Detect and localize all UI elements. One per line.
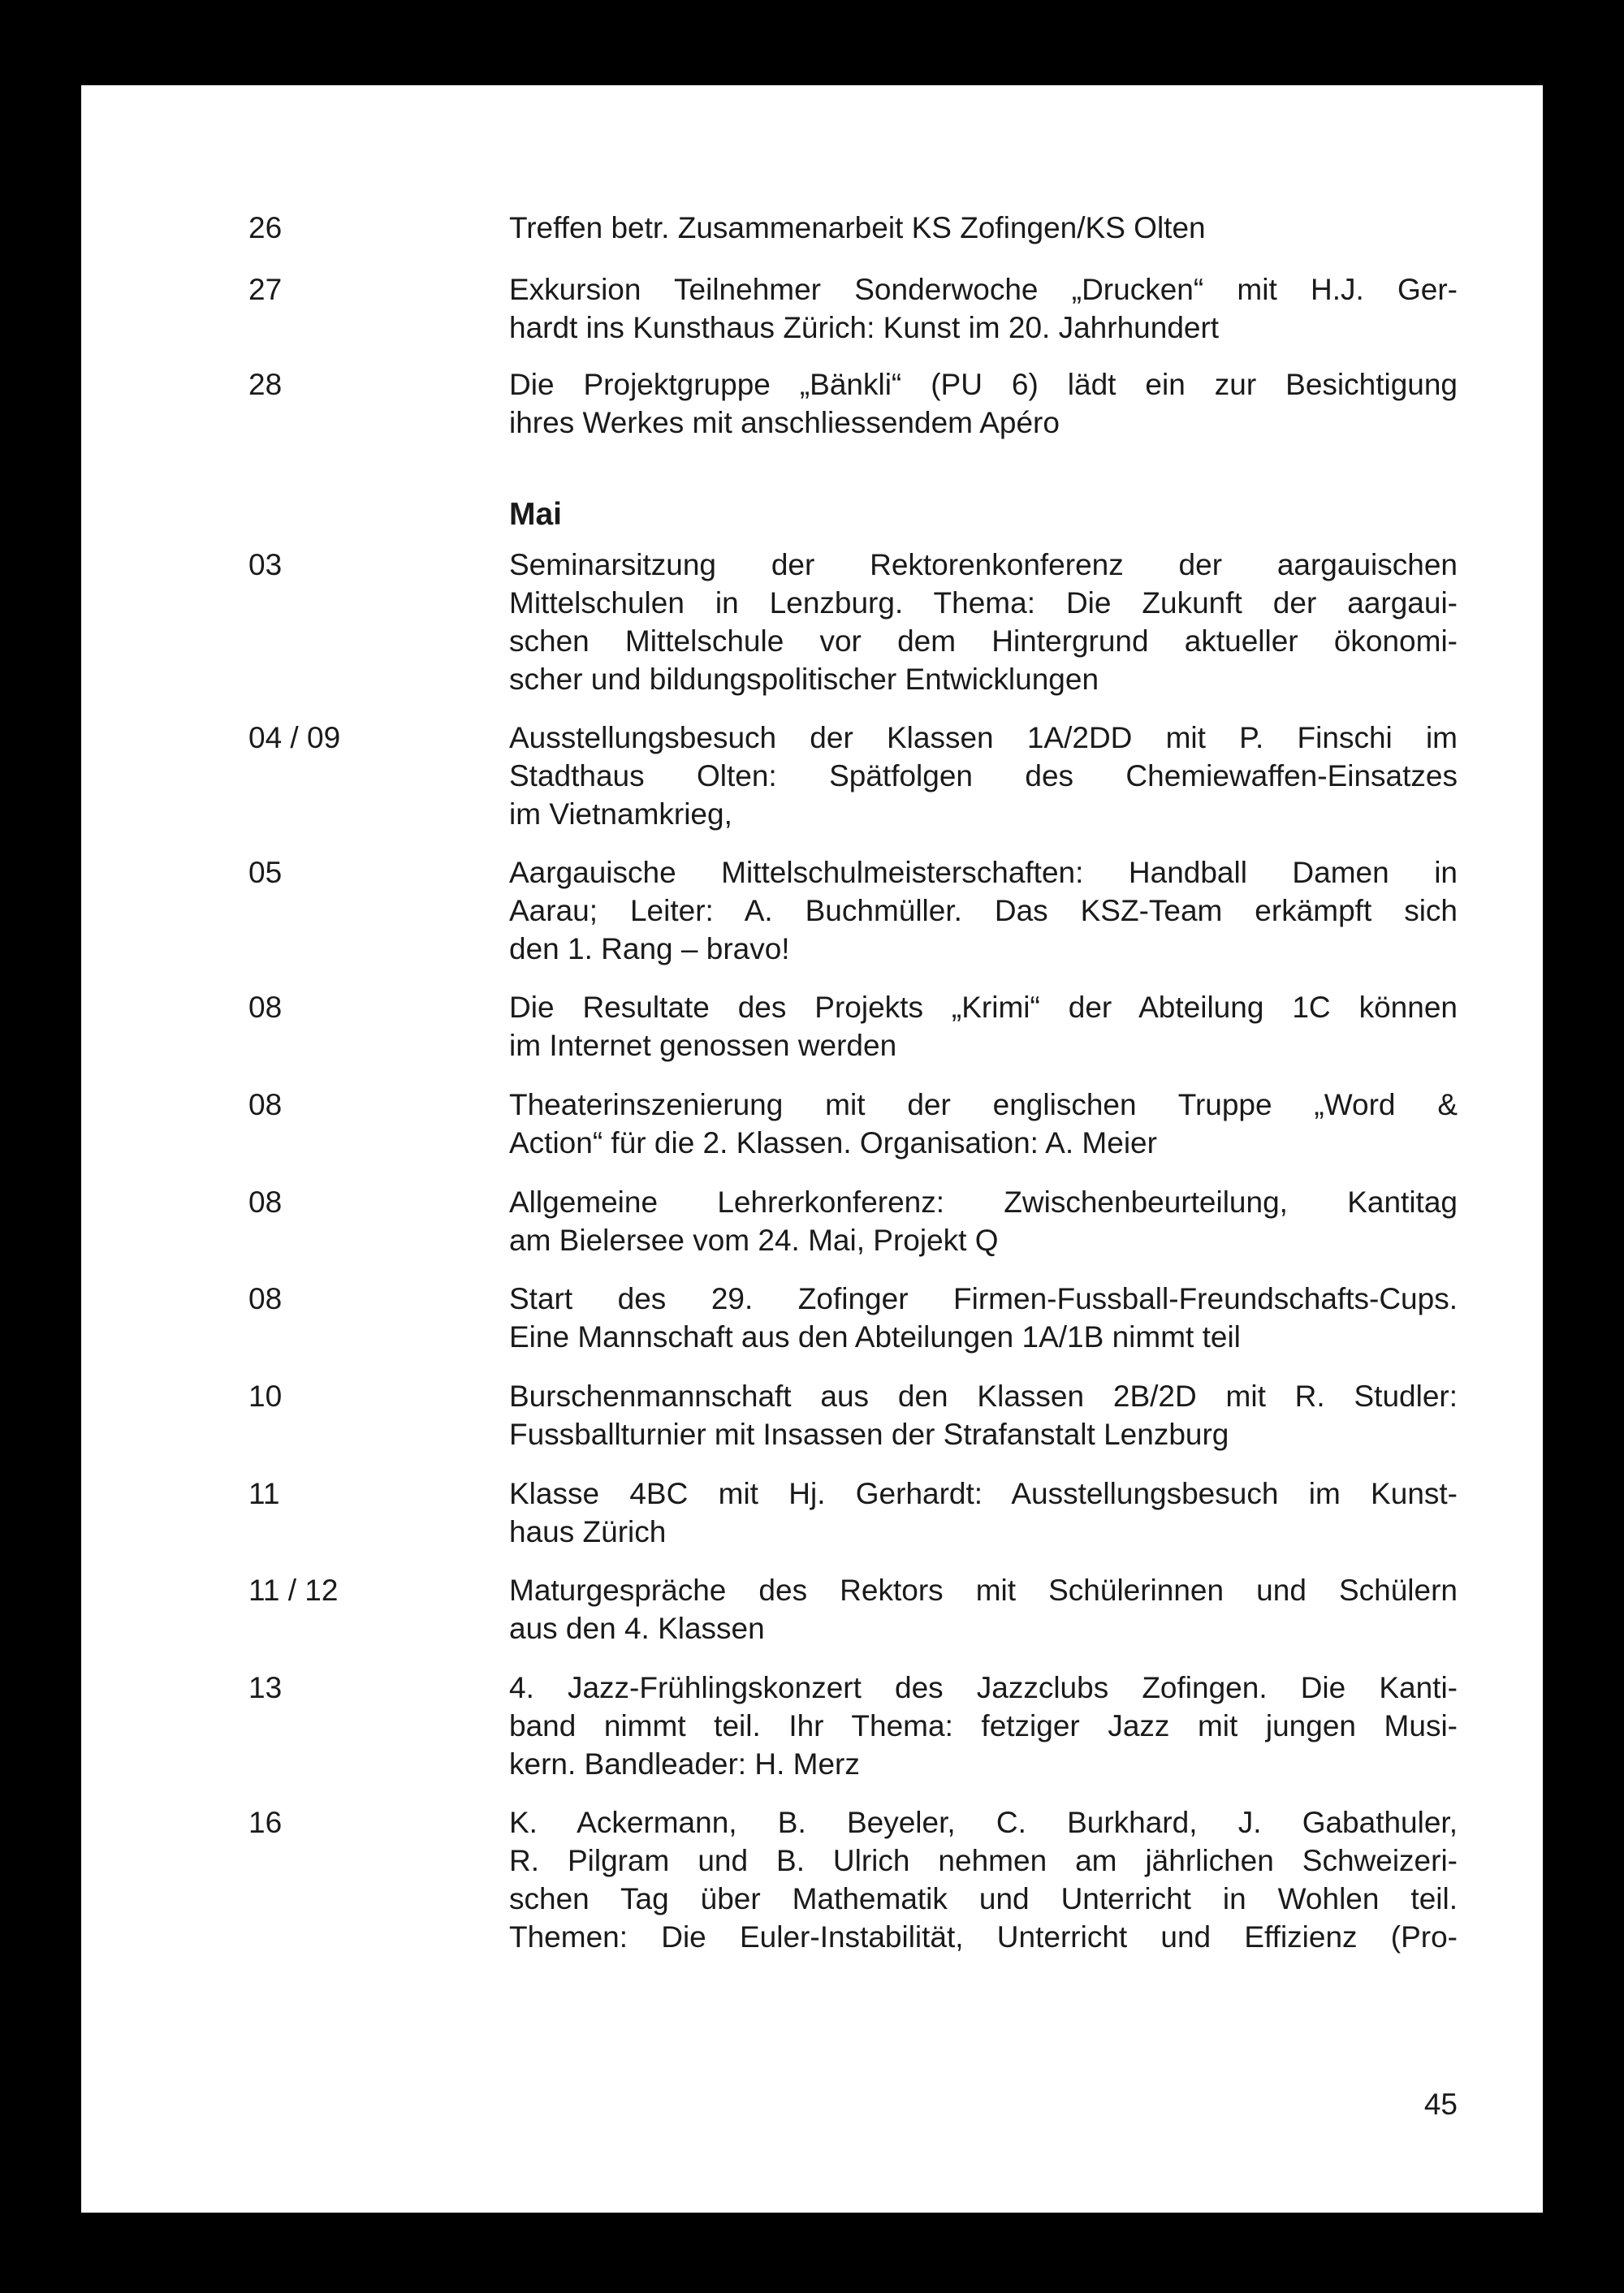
entry-text <box>509 719 1458 833</box>
entry-text <box>509 1475 1458 1551</box>
entry-line: Eine Mannschaft aus den Abteilungen 1A/1B nimmt teil <box>509 1320 1241 1354</box>
entry-date: 26 <box>248 211 283 244</box>
entry-date: 04 / 09 <box>248 721 341 754</box>
entry-text <box>509 1669 1458 1783</box>
entry-text <box>509 1183 1458 1259</box>
entry-line: ihres Werkes mit anschliessendem Apéro <box>509 406 1060 439</box>
entry-text <box>509 1086 1458 1162</box>
entry-text <box>509 270 1458 347</box>
entry-line: im Vietnamkrieg, <box>509 797 732 831</box>
entry-line: hardt ins Kunsthaus Zürich: Kunst im 20. Jahrhundert <box>509 311 1220 344</box>
entry-text <box>509 1803 1458 1956</box>
entry-text <box>509 209 1458 247</box>
entry-line: Theaterinszenierung mit der englischen Truppe „Word & <box>509 1088 1458 1121</box>
entry-line: K. Ackermann, B. Beyeler, C. Burkhard, J. Gabathuler, <box>509 1806 1458 1839</box>
entry-line: aus den 4. Klassen <box>509 1612 765 1645</box>
entry-date: 16 <box>248 1806 283 1839</box>
entry-date: 27 <box>248 273 283 306</box>
entry-text <box>509 1377 1458 1453</box>
entry-date: 28 <box>248 368 283 401</box>
entry-line: Die Resultate des Projekts „Krimi“ der Abteilung 1C können <box>509 991 1458 1024</box>
document-page <box>81 85 1543 2213</box>
entry-line: Start des 29. Zofinger Firmen-Fussball-Freundschafts-Cups. <box>509 1282 1458 1315</box>
entry-text <box>509 988 1458 1064</box>
entry-date: 13 <box>248 1671 283 1704</box>
entry-line: Fussballturnier mit Insassen der Strafanstalt Lenzburg <box>509 1418 1229 1451</box>
entry-line: Klasse 4BC mit Hj. Gerhardt: Ausstellungsbesuch im Kunst- <box>509 1477 1458 1510</box>
month-heading: Mai <box>509 497 563 532</box>
page-number: 45 <box>1423 2088 1458 2121</box>
entry-text <box>509 1280 1458 1356</box>
entry-line: Burschenmannschaft aus den Klassen 2B/2D mit R. Studler: <box>509 1380 1458 1413</box>
entry-line: Ausstellungsbesuch der Klassen 1A/2DD mit P. Finschi im <box>509 721 1458 754</box>
entry-line: Die Projektgruppe „Bänkli“ (PU 6) lädt ein zur Besichtigung <box>509 368 1458 401</box>
entry-text <box>509 853 1458 968</box>
entry-date: 08 <box>248 1282 283 1315</box>
entry-date: 05 <box>248 856 283 889</box>
entry-date: 08 <box>248 1088 283 1121</box>
entry-line: haus Zürich <box>509 1515 667 1548</box>
entry-date: 11 / 12 <box>248 1574 339 1607</box>
entry-line: Themen: Die Euler-Instabilität, Unterricht und Effizienz (Pro- <box>509 1920 1458 1954</box>
entry-line: am Bielersee vom 24. Mai, Projekt Q <box>509 1224 999 1257</box>
entry-line: Allgemeine Lehrerkonferenz: Zwischenbeurteilung, Kantitag <box>509 1185 1458 1219</box>
entry-text <box>509 1571 1458 1647</box>
entry-line: Treffen betr. Zusammenarbeit KS Zofingen/KS Olten <box>509 211 1206 244</box>
entry-line: schen Mittelschule vor dem Hintergrund aktueller ökonomi- <box>509 624 1458 658</box>
entry-text <box>509 546 1458 698</box>
entry-date: 10 <box>248 1380 283 1413</box>
entry-line: Maturgespräche des Rektors mit Schülerinnen und Schülern <box>509 1574 1458 1607</box>
entry-line: Action“ für die 2. Klassen. Organisation: A. Meier <box>509 1126 1157 1159</box>
entry-line: Mittelschulen in Lenzburg. Thema: Die Zukunft der aargaui- <box>509 586 1458 620</box>
entry-line: kern. Bandleader: H. Merz <box>509 1747 860 1781</box>
entry-text <box>509 365 1458 442</box>
entry-date: 08 <box>248 991 283 1024</box>
entry-line: band nimmt teil. Ihr Thema: fetziger Jazz mit jungen Musi- <box>509 1709 1458 1742</box>
entry-line: Stadthaus Olten: Spätfolgen des Chemiewaffen-Einsatzes <box>509 759 1458 792</box>
entry-line: schen Tag über Mathematik und Unterricht in Wohlen teil. <box>509 1882 1458 1915</box>
entry-line: scher und bildungspolitischer Entwicklungen <box>509 663 1099 696</box>
entry-line: R. Pilgram und B. Ulrich nehmen am jährlichen Schweizeri- <box>509 1844 1458 1877</box>
entry-line: im Internet genossen werden <box>509 1029 897 1062</box>
entry-line: Exkursion Teilnehmer Sonderwoche „Drucken“ mit H.J. Ger- <box>509 273 1458 306</box>
entry-line: Aargauische Mittelschulmeisterschaften: Handball Damen in <box>509 856 1458 889</box>
entry-line: 4. Jazz-Frühlingskonzert des Jazzclubs Zofingen. Die Kanti- <box>509 1671 1458 1704</box>
entry-line: den 1. Rang – bravo! <box>509 932 790 965</box>
entry-line: Seminarsitzung der Rektorenkonferenz der aargauischen <box>509 548 1458 581</box>
entry-date: 08 <box>248 1185 283 1219</box>
entry-date: 11 <box>248 1477 280 1510</box>
entry-date: 03 <box>248 548 283 581</box>
entry-line: Aarau; Leiter: A. Buchmüller. Das KSZ-Team erkämpft sich <box>509 894 1458 927</box>
